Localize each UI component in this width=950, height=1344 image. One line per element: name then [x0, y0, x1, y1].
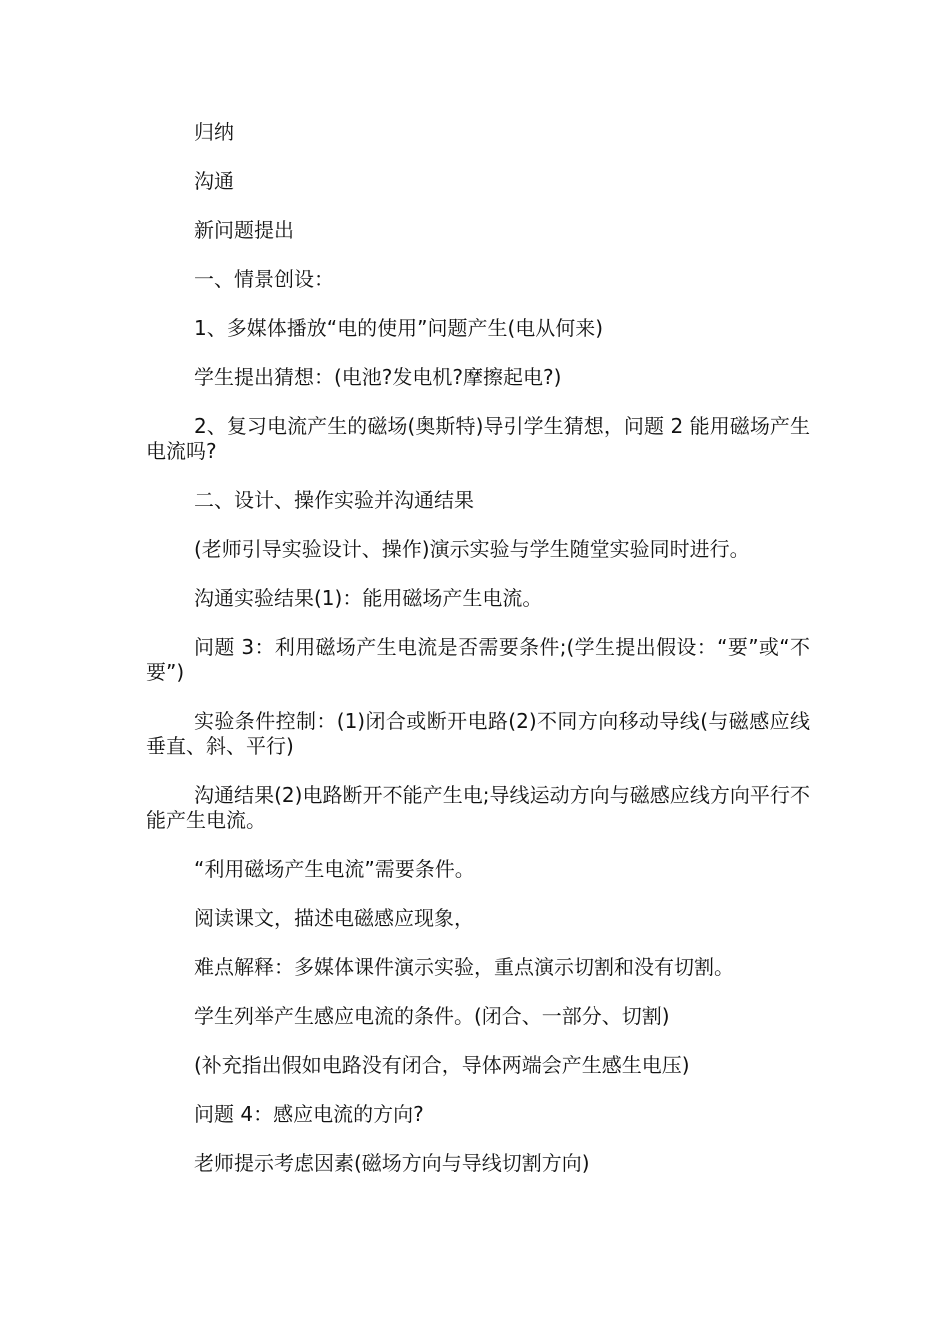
paragraph-communication: 沟通 — [194, 169, 234, 193]
paragraph-supplement: (补充指出假如电路没有闭合，导体两端会产生感生电压) — [194, 1053, 690, 1077]
paragraph-difficulty: 难点解释：多媒体课件演示实验，重点演示切割和没有切割。 — [194, 955, 734, 979]
paragraph-needs-conditions: “利用磁场产生电流”需要条件。 — [194, 857, 475, 881]
paragraph-student-guess: 学生提出猜想：(电池?发电机?摩擦起电?) — [194, 365, 562, 389]
paragraph-teacher-guide: (老师引导实验设计、操作)演示实验与学生随堂实验同时进行。 — [194, 537, 750, 561]
paragraph-summary: 归纳 — [194, 120, 234, 144]
paragraph-list-conditions: 学生列举产生感应电流的条件。(闭合、一部分、切割) — [194, 1004, 670, 1028]
document-body — [146, 120, 810, 1200]
paragraph-item-1: 1、多媒体播放“电的使用”问题产生(电从何来) — [194, 316, 604, 340]
paragraph-teacher-hint: 老师提示考虑因素(磁场方向与导线切割方向) — [194, 1151, 590, 1175]
paragraph-result-1: 沟通实验结果(1)：能用磁场产生电流。 — [194, 586, 543, 610]
section-heading-scenario: 一、情景创设： — [194, 267, 334, 291]
section-heading-experiment: 二、设计、操作实验并沟通结果 — [194, 488, 474, 512]
paragraph-question-4: 问题 4：感应电流的方向? — [194, 1102, 424, 1126]
paragraph-item-2: 2、复习电流产生的磁场(奥斯特)导引学生猜想，问题 2 能用磁场产生电流吗? — [146, 414, 810, 463]
paragraph-new-question: 新问题提出 — [194, 218, 294, 242]
paragraph-result-2: 沟通结果(2)电路断开不能产生电;导线运动方向与磁感应线方向平行不能产生电流。 — [146, 783, 810, 832]
paragraph-condition-control: 实验条件控制：(1)闭合或断开电路(2)不同方向移动导线(与磁感应线垂直、斜、平行) — [146, 709, 810, 758]
paragraph-question-3: 问题 3：利用磁场产生电流是否需要条件;(学生提出假设：“要”或“不要”) — [146, 635, 810, 684]
paragraph-read-text: 阅读课文，描述电磁感应现象， — [194, 906, 474, 930]
